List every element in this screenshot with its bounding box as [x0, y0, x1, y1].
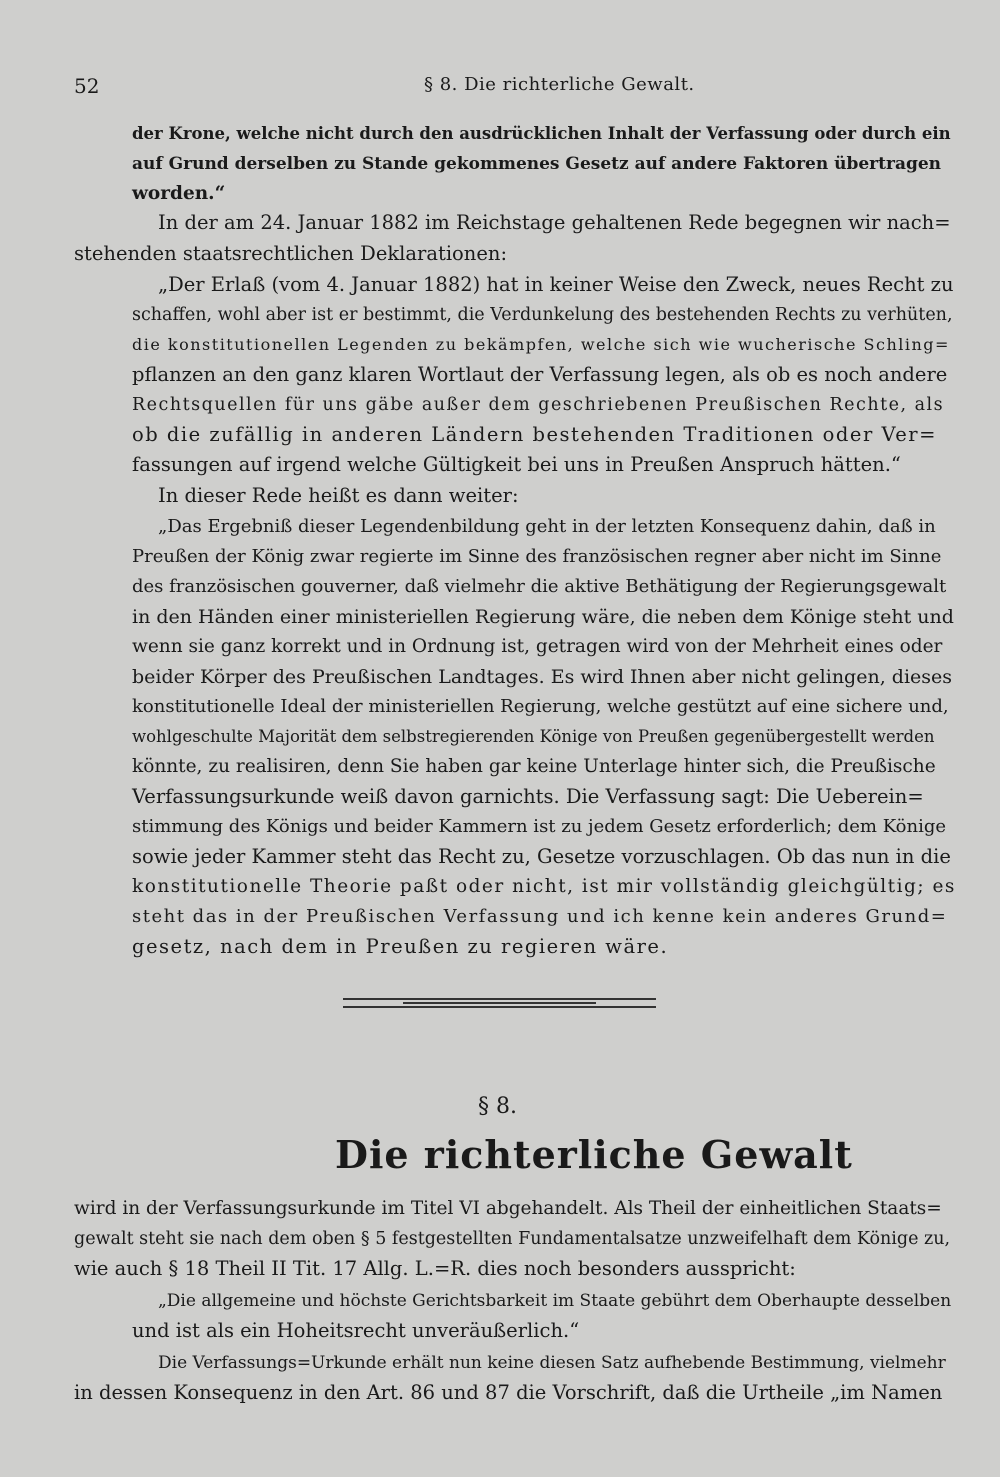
ornamental-divider — [343, 996, 656, 1010]
text-line: beider Körper des Preußischen Landtages. Es wird Ihnen aber nicht gelingen, dieses — [132, 666, 953, 688]
text-line: Preußen der König zwar regierte im Sinne des französischen regner aber nicht im Sinne — [132, 546, 942, 567]
text-line: in den Händen einer ministeriellen Regierung wäre, die neben dem Könige steht und — [132, 606, 954, 628]
text-line: Rechtsquellen für uns gäbe außer dem geschriebenen Preußischen Rechte, als — [132, 395, 945, 415]
text-line: und ist als ein Hoheitsrecht unveräußerlich.“ — [132, 1319, 580, 1342]
text-line: wohlgeschulte Majorität dem selbstregierenden Könige von Preußen gegenübergestellt werden — [132, 727, 935, 746]
text-line: steht das in der Preußischen Verfassung und ich kenne kein anderes Grund= — [132, 906, 948, 927]
text-line: die konstitutionellen Legenden zu bekämpfen, welche sich wie wucherische Schling= — [132, 335, 950, 354]
text-line: wird in der Verfassungsurkunde im Titel VI abgehandelt. Als Theil der einheitlichen Staats= — [74, 1198, 942, 1219]
page-number: 52 — [74, 74, 100, 98]
text-line: gesetz, nach dem in Preußen zu regieren wäre. — [132, 935, 669, 958]
text-line: worden.“ — [132, 183, 226, 204]
text-line: In der am 24. Januar 1882 im Reichstage gehaltenen Rede begegnen wir nach= — [158, 211, 951, 234]
text-line: „Der Erlaß (vom 4. Januar 1882) hat in keiner Weise den Zweck, neues Recht zu — [158, 273, 954, 296]
text-line: sowie jeder Kammer steht das Recht zu, Gesetze vorzuschlagen. Ob das nun in die — [132, 845, 951, 868]
text-line: konstitutionelle Ideal der ministeriellen Regierung, welche gestützt auf eine sichere und, — [132, 696, 949, 717]
text-line: wenn sie ganz korrekt und in Ordnung ist, getragen wird von der Mehrheit eines oder — [132, 636, 943, 657]
section-title: Die richterliche Gewalt — [335, 1132, 853, 1177]
text-line: schaffen, wohl aber ist er bestimmt, die Verdunkelung des bestehenden Rechts zu verhüten, — [132, 305, 953, 325]
text-line: „Das Ergebniß dieser Legendenbildung geht in der letzten Konsequenz dahin, daß in — [158, 516, 936, 537]
text-line: der Krone, welche nicht durch den ausdrücklichen Inhalt der Verfassung oder durch ein — [132, 124, 951, 143]
text-line: „Die allgemeine und höchste Gerichtsbarkeit im Staate gebührt dem Oberhaupte desselben — [158, 1291, 952, 1311]
text-line: stimmung des Königs und beider Kammern ist zu jedem Gesetz erforderlich; dem Könige — [132, 816, 947, 837]
page-header — [74, 70, 954, 100]
text-line: Die Verfassungs=Urkunde erhält nun keine diesen Satz aufhebende Bestimmung, vielmehr — [158, 1353, 946, 1373]
text-line: Verfassungsurkunde weiß davon garnichts. Die Verfassung sagt: Die Ueberein= — [132, 785, 924, 808]
text-line: pflanzen an den ganz klaren Wortlaut der Verfassung legen, als ob es noch andere — [132, 363, 948, 386]
section-number: § 8. — [478, 1094, 517, 1119]
text-line: auf Grund derselben zu Stande gekommenes Gesetz auf andere Faktoren übertragen — [132, 154, 942, 174]
text-line: gewalt steht sie nach dem oben § 5 festgestellten Fundamentalsatze unzweifelhaft dem Könige zu, — [74, 1229, 951, 1249]
text-line: wie auch § 18 Theil II Tit. 17 Allg. L.=R. dies noch besonders ausspricht: — [74, 1257, 796, 1280]
text-line: fassungen auf irgend welche Gültigkeit bei uns in Preußen Anspruch hätten.“ — [132, 453, 901, 476]
running-head: § 8. Die richterliche Gewalt. — [424, 74, 695, 95]
text-line: könnte, zu realisiren, denn Sie haben gar keine Unterlage hinter sich, die Preußische — [132, 756, 936, 777]
text-line: ob die zufällig in anderen Ländern bestehenden Traditionen oder Ver= — [132, 423, 937, 446]
text-line: des französischen gouverner, daß vielmehr die aktive Bethätigung der Regierungsgewalt — [132, 576, 947, 597]
text-line: konstitutionelle Theorie paßt oder nicht, ist mir vollständig gleichgültig; es — [132, 876, 956, 897]
text-line: stehenden staatsrechtlichen Deklarationen: — [74, 242, 508, 265]
text-line: In dieser Rede heißt es dann weiter: — [158, 484, 519, 507]
text-line: in dessen Konsequenz in den Art. 86 und 87 die Vorschrift, daß die Urtheile „im Namen — [74, 1381, 943, 1404]
